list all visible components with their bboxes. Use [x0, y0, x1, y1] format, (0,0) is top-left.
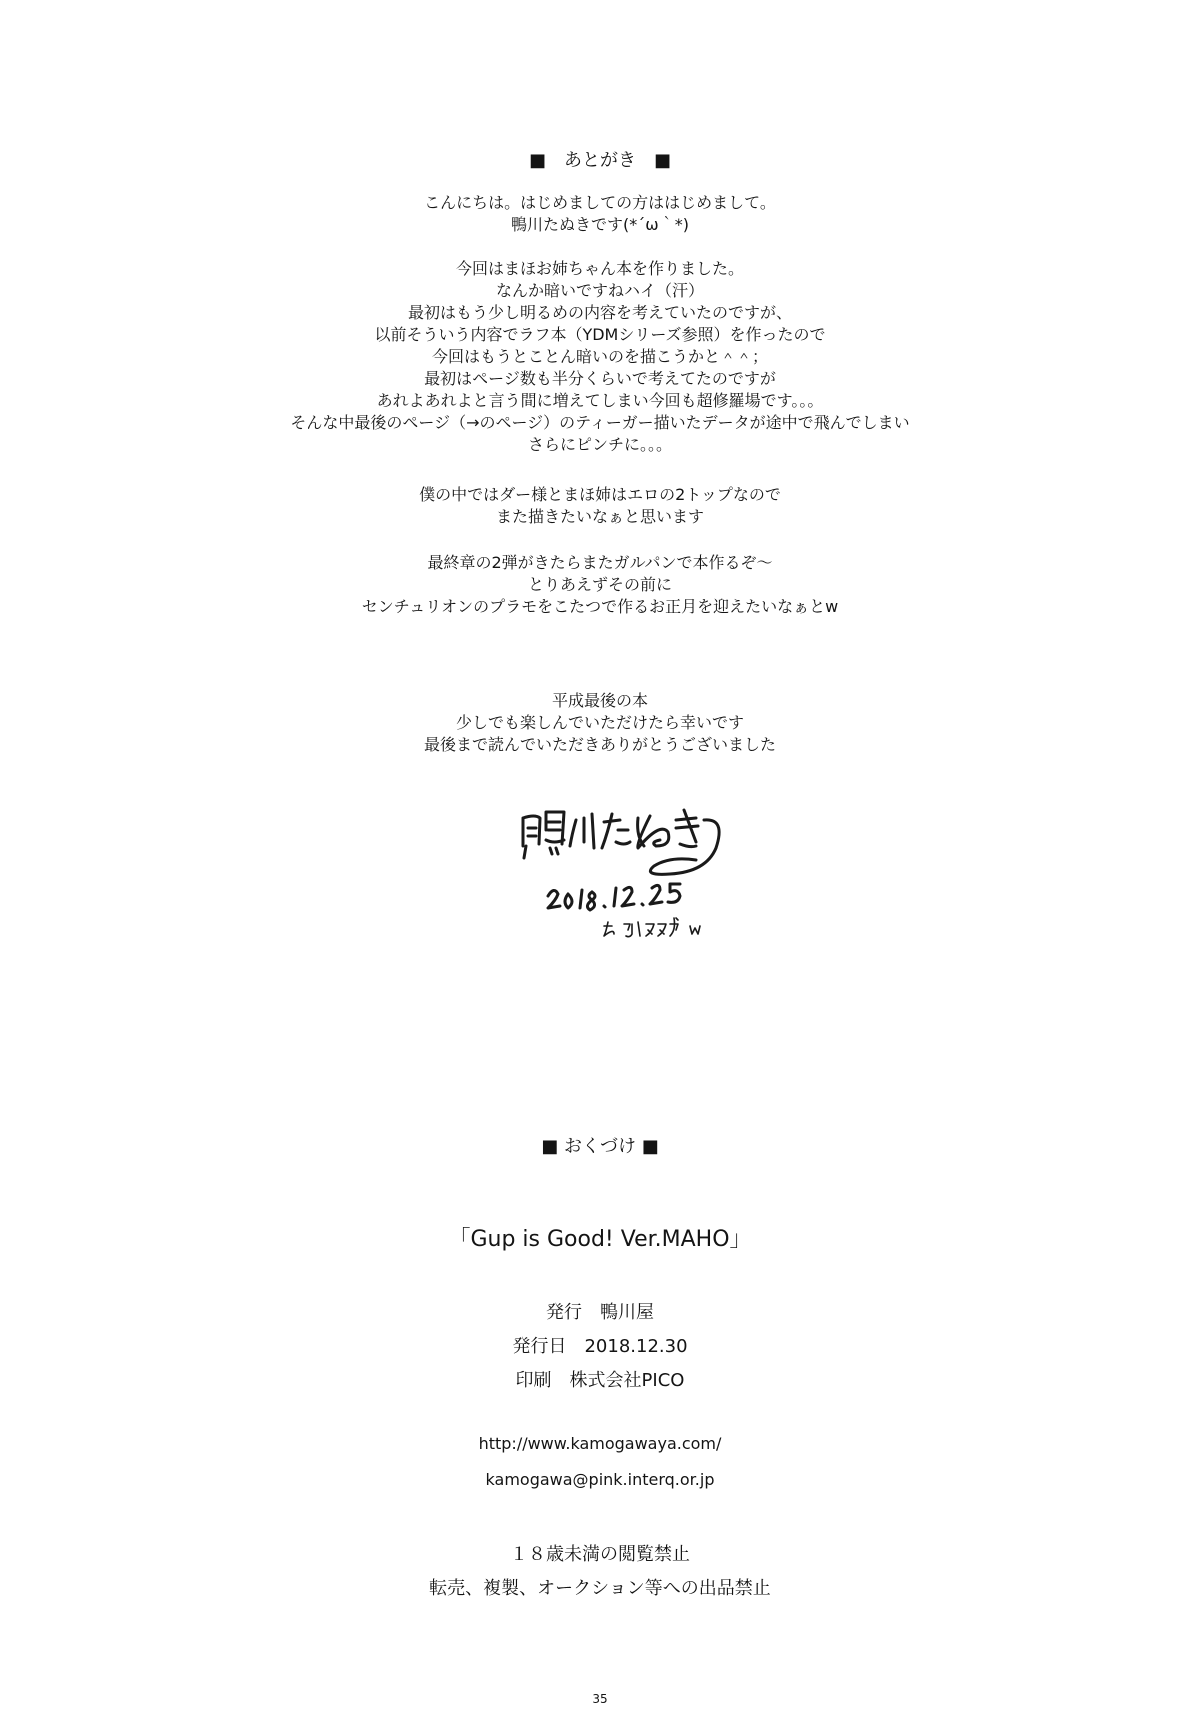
afterword-line: とりあえずその前に: [527, 575, 672, 594]
afterword-line: 以前そういう内容でラフ本（YDMシリーズ参照）を作ったので: [374, 325, 826, 344]
afterword-heading-text: ■ あとがき ■: [528, 150, 671, 171]
page-number: [0, 1692, 1200, 1706]
afterword-line: そんな中最後のページ（→のページ）のティーガー描いたデータが途中で飛んでしまい: [290, 413, 910, 432]
website-url: [0, 1434, 1200, 1453]
afterword-heading: [0, 146, 1200, 172]
printer: 印刷 株式会社PICO: [515, 1370, 685, 1391]
afterword-line: 最後まで読んでいただきありがとうございました: [423, 735, 776, 754]
afterword-paragraph-closing: [0, 690, 1200, 756]
contact-email-text: kamogawa@pink.interq.or.jp: [485, 1470, 715, 1489]
afterword-line: 僕の中ではダー様とまほ姉はエロの2トップなので: [419, 485, 781, 504]
afterword-line: さらにピンチに。。。: [527, 435, 672, 454]
afterword-line: 平成最後の本: [551, 691, 648, 710]
afterword-line: センチュリオンのプラモをこたつで作るお正月を迎えたいなぁとw: [361, 597, 839, 616]
colophon-heading-text: ■ おくづけ ■: [541, 1136, 659, 1157]
afterword-line: なんか暗いですねハイ（汗）: [495, 281, 704, 300]
afterword-line: 鴨川たぬきです(*´ω｀*): [511, 215, 689, 234]
publication-info: [0, 1296, 1200, 1398]
afterword-line: 最終章の2弾がきたらまたガルパンで本作るぞ～: [427, 553, 773, 572]
page-number-text: 35: [592, 1692, 608, 1706]
colophon-heading: [0, 1132, 1200, 1158]
legal-notices: [0, 1538, 1200, 1606]
afterword-line: 最初はもう少し明るめの内容を考えていたのですが、: [407, 303, 792, 322]
website-url-text: http://www.kamogawaya.com/: [478, 1434, 722, 1453]
book-title-text: 「Gup is Good! Ver.MAHO」: [448, 1227, 752, 1252]
afterword-line: また描きたいなぁと思います: [495, 507, 704, 526]
contact-email: [0, 1470, 1200, 1489]
afterword-paragraph-plans: [0, 552, 1200, 618]
afterword-paragraph-greeting: [0, 192, 1200, 236]
afterword-line: 今回はもうとことん暗いのを描こうかと＾＾；: [431, 347, 768, 366]
afterword-paragraph-favorites: [0, 484, 1200, 528]
afterword-line: 今回はまほお姉ちゃん本を作りました。: [455, 259, 744, 278]
afterword-line: こんにちは。はじめましての方ははじめまして。: [424, 193, 776, 212]
afterword-line: 少しでも楽しんでいただけたら幸いです: [455, 713, 744, 732]
publisher: 発行 鴨川屋: [546, 1302, 654, 1323]
afterword-line: 最初はページ数も半分くらいで考えてたのですが: [424, 369, 776, 388]
resale-prohibition-notice: 転売、複製、オークション等への出品禁止: [429, 1578, 771, 1599]
afterword-line: あれよあれよと言う間に増えてしまい今回も超修羅場です。。。: [376, 391, 824, 410]
age-restriction-notice: １８歳未満の閲覧禁止: [510, 1544, 690, 1565]
handwritten-signature: [520, 800, 740, 960]
publication-date: 発行日 2018.12.30: [512, 1336, 688, 1357]
book-title: [0, 1222, 1200, 1253]
afterword-paragraph-story: [0, 258, 1200, 456]
